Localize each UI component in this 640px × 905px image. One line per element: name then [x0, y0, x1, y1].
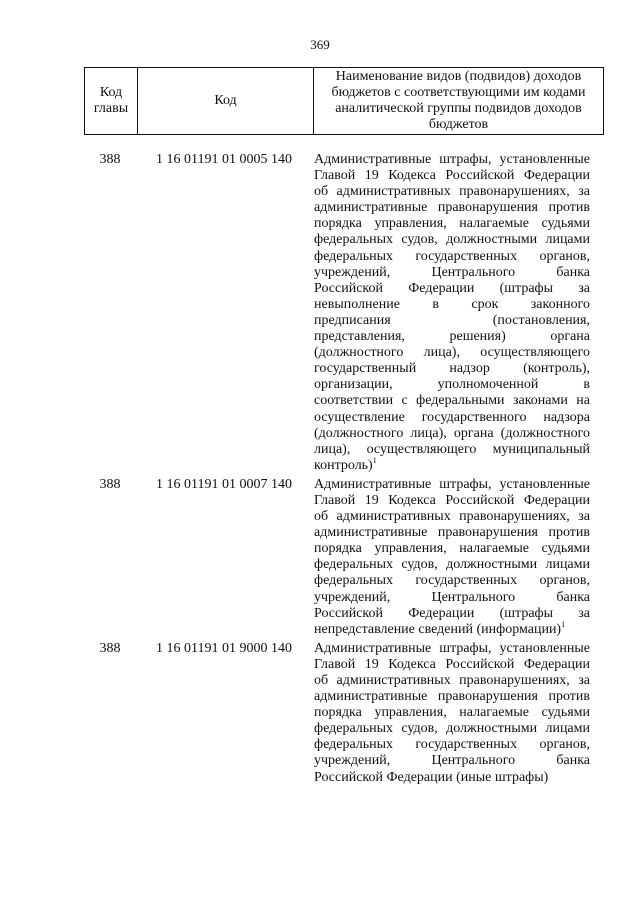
row-head-code: 388 — [99, 640, 121, 656]
row-name — [314, 477, 590, 638]
row-head-code: 388 — [99, 476, 121, 492]
header-head-code: Код главы — [85, 68, 138, 135]
row-head-code: 388 — [99, 152, 121, 167]
description-line: соответствии с федеральными законами на — [314, 393, 590, 409]
description-line: Административные штрафы, установленные — [314, 152, 590, 167]
description-line: об административных правонарушениях, за — [314, 673, 590, 688]
description-line: федеральных государственных органов, — [314, 573, 590, 589]
description-line: учреждений, Центрального банка — [314, 589, 590, 605]
row-code: 1 16 01191 01 9000 140 — [156, 640, 292, 656]
description-line: предписания (постановления, — [314, 312, 590, 328]
footnote-mark: 1 — [372, 455, 377, 465]
header-name: Наименование видов (подвидов) доходов бюджетов с соответствующими им кодами аналитической группы подвидов доходов бюджетов — [314, 68, 604, 135]
description-line: федеральных судов, должностными лицами — [314, 721, 590, 737]
table-row — [84, 641, 602, 786]
description-line: Главой 19 Кодекса Российской Федерации — [314, 656, 590, 672]
description-line: (должностного лица), осуществляющего — [314, 345, 590, 361]
description-line: административные правонарушения против — [314, 525, 590, 541]
description-line: федеральных судов, должностными лицами — [314, 232, 590, 248]
description-line: осуществление государственного надзора — [314, 409, 590, 425]
description-line: федеральных судов, должностными лицами — [314, 557, 590, 573]
description-line: федеральных государственных органов, — [314, 248, 590, 264]
description-line: Главой 19 Кодекса Российской Федерации — [314, 168, 590, 184]
description-line: Главой 19 Кодекса Российской Федерации — [314, 492, 590, 508]
description-line: федеральных государственных органов, — [314, 737, 590, 753]
description-line: представления, решения) органа — [314, 329, 590, 345]
description-line: Административные штрафы, установленные — [314, 640, 590, 656]
header-code: Код — [138, 68, 314, 135]
description-line: Административные штрафы, установленные — [314, 476, 590, 492]
description-line: Российской Федерации (иные штрафы) — [314, 769, 549, 785]
row-code: 1 16 01191 01 0005 140 — [156, 152, 292, 167]
description-line: контроль)$^1$ — [314, 455, 377, 473]
description-line: учреждений, Центрального банка — [314, 264, 590, 280]
description-line: невыполнение в срок законного — [314, 296, 590, 312]
description-line: (должностного лица), органа (должностного — [314, 425, 590, 441]
description-line: порядка управления, налагаемые судьями — [314, 541, 590, 557]
description-line: об административных правонарушениях, за — [314, 184, 590, 200]
table-body — [84, 152, 602, 786]
description-line: порядка управления, налагаемые судьями — [314, 216, 590, 232]
description-line: административные правонарушения против — [314, 200, 590, 216]
description-line: Российской Федерации (штрафы за — [314, 280, 590, 296]
row-name — [314, 152, 590, 474]
description-line: административные правонарушения против — [314, 689, 590, 705]
table-row — [84, 152, 602, 474]
description-line: учреждений, Центрального банка — [314, 753, 590, 769]
table-header — [84, 67, 604, 135]
description-line: лица), осуществляющего муниципальный — [314, 441, 590, 457]
footnote-mark: 1 — [561, 619, 566, 629]
description-line: непредставление сведений (информации)$^1$ — [314, 619, 566, 637]
description-line: организации, уполномоченной в — [314, 377, 590, 393]
row-code: 1 16 01191 01 0007 140 — [156, 476, 292, 492]
table-row — [84, 477, 602, 638]
description-line: порядка управления, налагаемые судьями — [314, 705, 590, 721]
description-line: об административных правонарушениях, за — [314, 509, 590, 525]
page-number: 369 — [310, 37, 330, 52]
description-line: Российской Федерации (штрафы за — [314, 605, 590, 621]
description-line: государственный надзор (контроль), — [314, 361, 590, 377]
row-name — [314, 641, 590, 786]
